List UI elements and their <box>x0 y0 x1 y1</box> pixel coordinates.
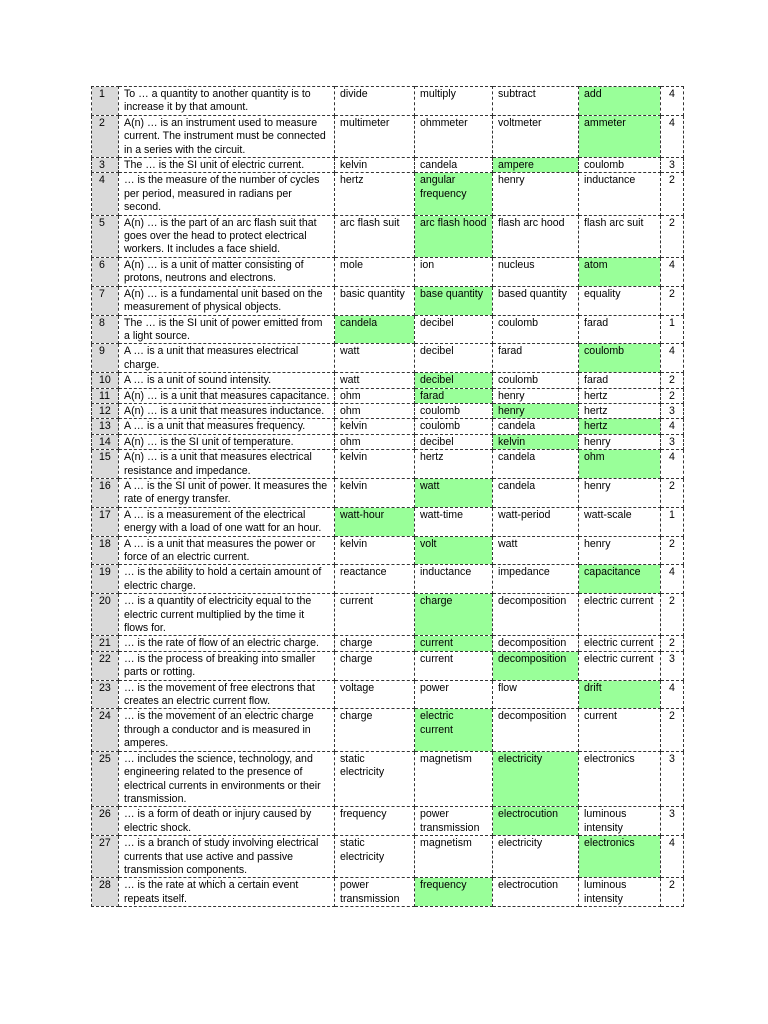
question-text: … is the rate at which a certain event repeats itself. <box>119 878 335 907</box>
question-number: 2 <box>92 115 119 157</box>
answer-choice: voltage <box>335 680 415 709</box>
answer-choice-correct: watt-hour <box>335 507 415 536</box>
answer-choice: current <box>579 709 661 751</box>
answer-choice: watt <box>335 344 415 373</box>
answer-choice: charge <box>335 651 415 680</box>
answer-choice-correct: decibel <box>415 373 493 388</box>
table-row <box>92 636 684 651</box>
answer-choice: decomposition <box>493 709 579 751</box>
answer-choice: current <box>335 594 415 636</box>
table-row <box>92 373 684 388</box>
answer-choice: flow <box>493 680 579 709</box>
answer-key: 3 <box>661 651 684 680</box>
question-text: A … is the SI unit of power. It measures the rate of energy transfer. <box>119 478 335 507</box>
table-row <box>92 115 684 157</box>
answer-choice-correct: capacitance <box>579 565 661 594</box>
table-row <box>92 709 684 751</box>
answer-choice: charge <box>335 709 415 751</box>
question-number: 10 <box>92 373 119 388</box>
answer-choice: flash arc suit <box>579 215 661 257</box>
answer-choice-correct: kelvin <box>493 434 579 449</box>
answer-choice: multiply <box>415 87 493 116</box>
question-text: A … is a unit that measures the power or force of an electric current. <box>119 536 335 565</box>
answer-key: 4 <box>661 115 684 157</box>
question-number: 16 <box>92 478 119 507</box>
answer-key: 4 <box>661 419 684 434</box>
question-number: 9 <box>92 344 119 373</box>
answer-choice-correct: base quantity <box>415 286 493 315</box>
answer-choice-correct: frequency <box>415 878 493 907</box>
table-row <box>92 807 684 836</box>
answer-key: 2 <box>661 478 684 507</box>
answer-key: 2 <box>661 286 684 315</box>
answer-choice: henry <box>579 478 661 507</box>
answer-choice-correct: farad <box>415 388 493 403</box>
answer-key: 2 <box>661 373 684 388</box>
table-row <box>92 215 684 257</box>
answer-key: 2 <box>661 215 684 257</box>
question-number: 12 <box>92 403 119 418</box>
answer-choice-correct: ammeter <box>579 115 661 157</box>
answer-choice: watt <box>335 373 415 388</box>
table-row <box>92 536 684 565</box>
answer-choice-correct: coulomb <box>579 344 661 373</box>
answer-choice: watt-time <box>415 507 493 536</box>
answer-key: 4 <box>661 565 684 594</box>
question-number: 18 <box>92 536 119 565</box>
question-number: 15 <box>92 450 119 479</box>
answer-choice: decibel <box>415 315 493 344</box>
table-row <box>92 450 684 479</box>
question-text: A(n) … is a unit that measures capacitance. <box>119 388 335 403</box>
answer-key: 2 <box>661 594 684 636</box>
answer-choice: ohm <box>335 434 415 449</box>
table-row <box>92 286 684 315</box>
answer-choice: frequency <box>335 807 415 836</box>
table-row <box>92 507 684 536</box>
question-text: … is the ability to hold a certain amount of electric charge. <box>119 565 335 594</box>
question-text: … is a quantity of electricity equal to the electric current multiplied by the time it flows for. <box>119 594 335 636</box>
answer-choice: watt-period <box>493 507 579 536</box>
answer-choice: current <box>415 651 493 680</box>
answer-choice: ion <box>415 257 493 286</box>
table-row <box>92 87 684 116</box>
answer-choice: decomposition <box>493 594 579 636</box>
answer-choice: ohmmeter <box>415 115 493 157</box>
answer-choice-correct: arc flash hood <box>415 215 493 257</box>
question-text: … includes the science, technology, and engineering related to the presence of electrical currents in environments or their transmission. <box>119 751 335 807</box>
question-text: A … is a measurement of the electrical energy with a load of one watt for an hour. <box>119 507 335 536</box>
answer-choice: farad <box>493 344 579 373</box>
question-text: … is the process of breaking into smaller parts or rotting. <box>119 651 335 680</box>
answer-choice: power <box>415 680 493 709</box>
answer-choice: candela <box>415 158 493 173</box>
answer-choice: hertz <box>579 388 661 403</box>
answer-key: 3 <box>661 807 684 836</box>
answer-key: 4 <box>661 680 684 709</box>
answer-choice: kelvin <box>335 478 415 507</box>
question-number: 4 <box>92 173 119 215</box>
answer-key: 1 <box>661 507 684 536</box>
answer-key: 2 <box>661 709 684 751</box>
answer-choice-correct: atom <box>579 257 661 286</box>
answer-choice: electricity <box>493 836 579 878</box>
answer-choice: magnetism <box>415 751 493 807</box>
question-number: 6 <box>92 257 119 286</box>
question-number: 24 <box>92 709 119 751</box>
question-number: 23 <box>92 680 119 709</box>
answer-choice-correct: watt <box>415 478 493 507</box>
question-number: 28 <box>92 878 119 907</box>
question-text: The … is the SI unit of electric current. <box>119 158 335 173</box>
answer-choice: luminous intensity <box>579 878 661 907</box>
question-number: 19 <box>92 565 119 594</box>
answer-choice-correct: charge <box>415 594 493 636</box>
answer-choice: watt-scale <box>579 507 661 536</box>
question-text: A(n) … is the SI unit of temperature. <box>119 434 335 449</box>
answer-choice-correct: electrocution <box>493 807 579 836</box>
question-text: … is a form of death or injury caused by electric shock. <box>119 807 335 836</box>
answer-choice: flash arc hood <box>493 215 579 257</box>
table-row <box>92 594 684 636</box>
quiz-table <box>91 86 684 907</box>
answer-choice: hertz <box>579 403 661 418</box>
answer-choice: kelvin <box>335 450 415 479</box>
answer-choice-correct: ampere <box>493 158 579 173</box>
question-text: A(n) … is an instrument used to measure current. The instrument must be connected in a series with the circuit. <box>119 115 335 157</box>
answer-choice-correct: angular frequency <box>415 173 493 215</box>
question-number: 11 <box>92 388 119 403</box>
answer-choice-correct: electronics <box>579 836 661 878</box>
question-text: … is the movement of free electrons that creates an electric current flow. <box>119 680 335 709</box>
answer-choice: ohm <box>335 388 415 403</box>
answer-choice: subtract <box>493 87 579 116</box>
answer-key: 4 <box>661 87 684 116</box>
answer-choice: kelvin <box>335 158 415 173</box>
question-text: … is the rate of flow of an electric charge. <box>119 636 335 651</box>
table-row <box>92 173 684 215</box>
answer-choice: equality <box>579 286 661 315</box>
question-number: 7 <box>92 286 119 315</box>
table-row <box>92 257 684 286</box>
table-row <box>92 651 684 680</box>
answer-choice: electric current <box>579 651 661 680</box>
answer-choice-correct: electric current <box>415 709 493 751</box>
answer-choice-correct: current <box>415 636 493 651</box>
answer-choice: candela <box>493 419 579 434</box>
answer-choice: divide <box>335 87 415 116</box>
answer-choice: power transmission <box>415 807 493 836</box>
answer-key: 1 <box>661 315 684 344</box>
question-text: A(n) … is the part of an arc flash suit that goes over the head to protect electrical workers. It includes a face shield. <box>119 215 335 257</box>
answer-choice: kelvin <box>335 419 415 434</box>
answer-choice-correct: hertz <box>579 419 661 434</box>
question-number: 8 <box>92 315 119 344</box>
answer-choice: ohm <box>335 403 415 418</box>
table-row <box>92 478 684 507</box>
question-text: … is the movement of an electric charge through a conductor and is measured in amperes. <box>119 709 335 751</box>
answer-key: 3 <box>661 403 684 418</box>
table-row <box>92 836 684 878</box>
question-text: A … is a unit that measures frequency. <box>119 419 335 434</box>
table-row <box>92 388 684 403</box>
table-row <box>92 680 684 709</box>
answer-choice: reactance <box>335 565 415 594</box>
question-number: 25 <box>92 751 119 807</box>
answer-choice: candela <box>493 450 579 479</box>
table-row <box>92 419 684 434</box>
answer-choice: coulomb <box>493 373 579 388</box>
table-row <box>92 158 684 173</box>
answer-choice-correct: decomposition <box>493 651 579 680</box>
question-text: … is the measure of the number of cycles per period, measured in radians per second. <box>119 173 335 215</box>
question-number: 17 <box>92 507 119 536</box>
answer-choice: henry <box>579 434 661 449</box>
answer-choice: farad <box>579 373 661 388</box>
table-row <box>92 403 684 418</box>
answer-choice: electric current <box>579 636 661 651</box>
answer-choice: decibel <box>415 434 493 449</box>
table-row <box>92 315 684 344</box>
answer-choice: power transmission <box>335 878 415 907</box>
answer-choice-correct: drift <box>579 680 661 709</box>
question-text: A(n) … is a unit of matter consisting of protons, neutrons and electrons. <box>119 257 335 286</box>
answer-choice: luminous intensity <box>579 807 661 836</box>
answer-key: 2 <box>661 636 684 651</box>
answer-choice: basic quantity <box>335 286 415 315</box>
answer-choice: decibel <box>415 344 493 373</box>
answer-choice: mole <box>335 257 415 286</box>
question-number: 5 <box>92 215 119 257</box>
answer-choice: candela <box>493 478 579 507</box>
question-text: A … is a unit that measures electrical charge. <box>119 344 335 373</box>
answer-key: 2 <box>661 536 684 565</box>
answer-choice-correct: volt <box>415 536 493 565</box>
answer-choice: electrocution <box>493 878 579 907</box>
question-text: A(n) … is a unit that measures electrical resistance and impedance. <box>119 450 335 479</box>
answer-key: 3 <box>661 751 684 807</box>
answer-key: 3 <box>661 434 684 449</box>
question-text: A(n) … is a unit that measures inductance. <box>119 403 335 418</box>
answer-key: 4 <box>661 836 684 878</box>
answer-key: 4 <box>661 257 684 286</box>
answer-choice: impedance <box>493 565 579 594</box>
answer-choice: kelvin <box>335 536 415 565</box>
question-number: 22 <box>92 651 119 680</box>
answer-choice: charge <box>335 636 415 651</box>
answer-key: 2 <box>661 388 684 403</box>
table-row <box>92 751 684 807</box>
answer-key: 2 <box>661 173 684 215</box>
question-number: 21 <box>92 636 119 651</box>
answer-choice: nucleus <box>493 257 579 286</box>
question-number: 13 <box>92 419 119 434</box>
answer-choice-correct: electricity <box>493 751 579 807</box>
table-row <box>92 434 684 449</box>
answer-choice-correct: ohm <box>579 450 661 479</box>
answer-choice: voltmeter <box>493 115 579 157</box>
question-number: 26 <box>92 807 119 836</box>
answer-choice: static electricity <box>335 836 415 878</box>
question-text: A … is a unit of sound intensity. <box>119 373 335 388</box>
answer-choice-correct: candela <box>335 315 415 344</box>
answer-choice: henry <box>493 388 579 403</box>
question-text: To … a quantity to another quantity is to increase it by that amount. <box>119 87 335 116</box>
answer-choice-correct: add <box>579 87 661 116</box>
answer-choice: coulomb <box>415 419 493 434</box>
question-number: 20 <box>92 594 119 636</box>
table-row <box>92 878 684 907</box>
answer-choice: watt <box>493 536 579 565</box>
quiz-table-body <box>92 87 684 907</box>
question-number: 3 <box>92 158 119 173</box>
answer-choice: static electricity <box>335 751 415 807</box>
answer-key: 4 <box>661 344 684 373</box>
answer-choice: coulomb <box>493 315 579 344</box>
question-number: 27 <box>92 836 119 878</box>
answer-choice: electronics <box>579 751 661 807</box>
answer-choice: coulomb <box>579 158 661 173</box>
question-number: 14 <box>92 434 119 449</box>
answer-choice: hertz <box>335 173 415 215</box>
answer-choice: farad <box>579 315 661 344</box>
question-text: The … is the SI unit of power emitted from a light source. <box>119 315 335 344</box>
answer-choice: inductance <box>415 565 493 594</box>
answer-choice: hertz <box>415 450 493 479</box>
answer-choice: henry <box>579 536 661 565</box>
table-row <box>92 344 684 373</box>
answer-key: 4 <box>661 450 684 479</box>
question-number: 1 <box>92 87 119 116</box>
answer-choice: multimeter <box>335 115 415 157</box>
answer-choice: inductance <box>579 173 661 215</box>
question-text: … is a branch of study involving electrical currents that use active and passive transmission components. <box>119 836 335 878</box>
answer-key: 2 <box>661 878 684 907</box>
answer-choice: coulomb <box>415 403 493 418</box>
answer-choice-correct: henry <box>493 403 579 418</box>
answer-choice: electric current <box>579 594 661 636</box>
table-row <box>92 565 684 594</box>
answer-choice: henry <box>493 173 579 215</box>
answer-choice: decomposition <box>493 636 579 651</box>
answer-choice: magnetism <box>415 836 493 878</box>
answer-choice: arc flash suit <box>335 215 415 257</box>
question-text: A(n) … is a fundamental unit based on the measurement of physical objects. <box>119 286 335 315</box>
answer-choice: based quantity <box>493 286 579 315</box>
answer-key: 3 <box>661 158 684 173</box>
